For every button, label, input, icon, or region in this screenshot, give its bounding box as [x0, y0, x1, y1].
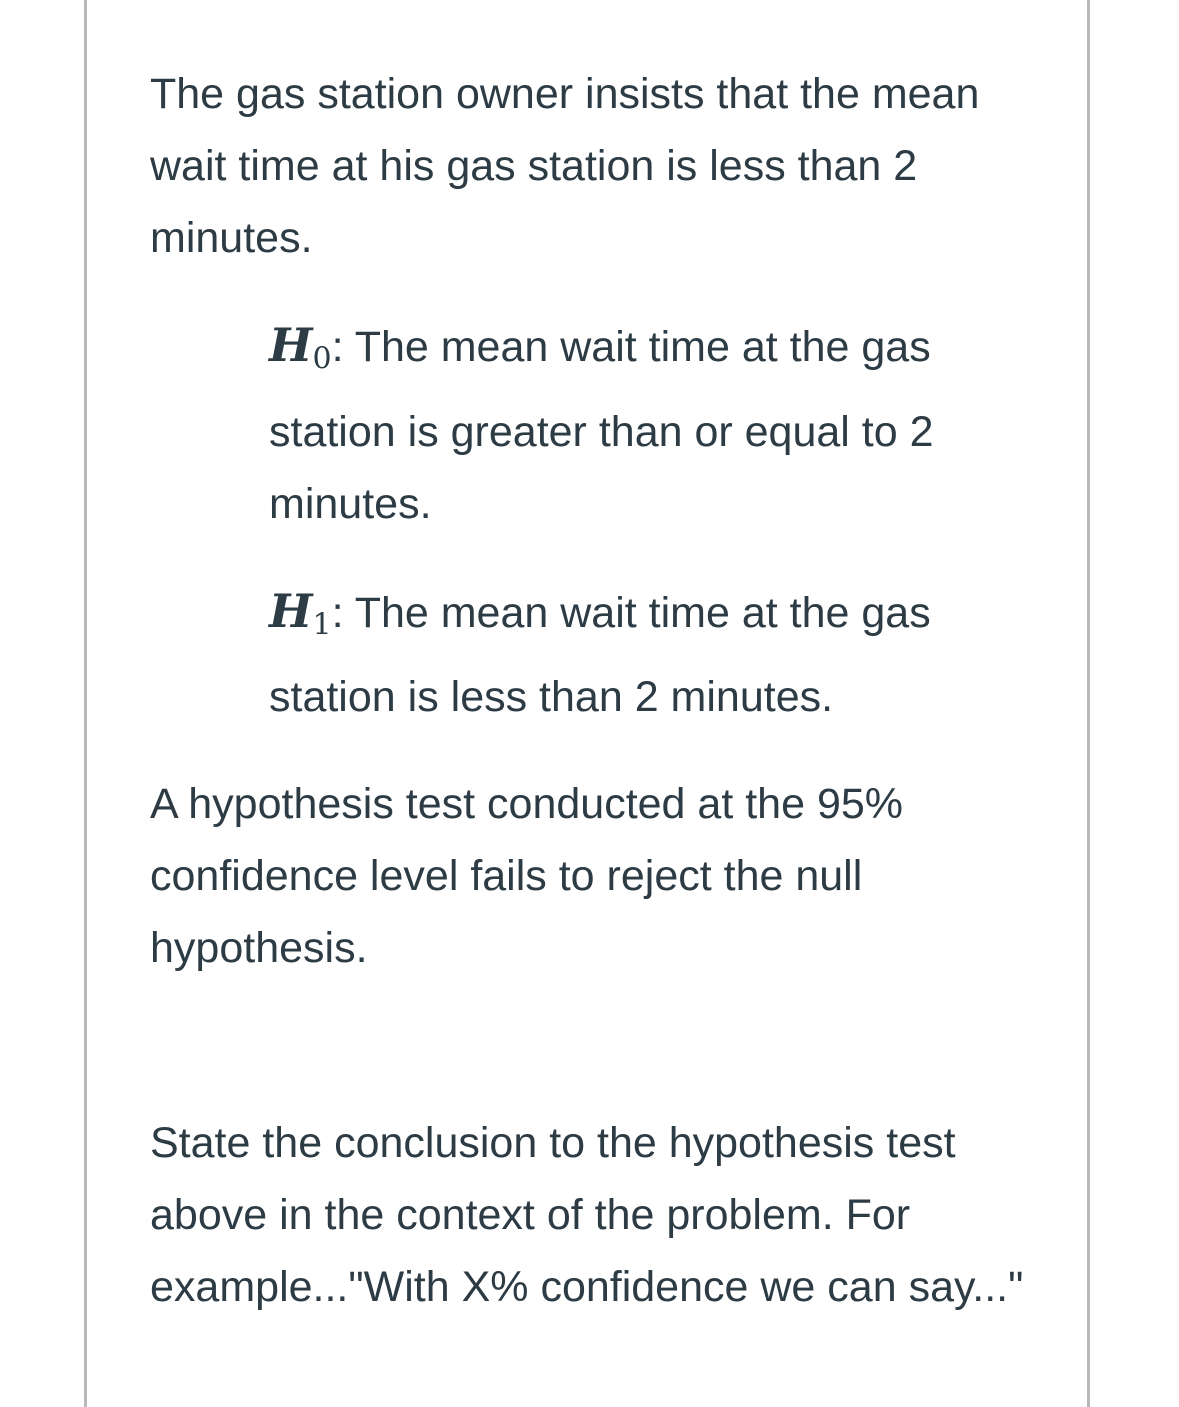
- alternative-hypothesis-symbol: H1: [269, 583, 332, 642]
- null-hypothesis-separator: :: [331, 323, 344, 371]
- null-hypothesis-subscript: 0: [312, 341, 332, 377]
- test-result: A hypothesis test conducted at the 95% confidence level fails to reject the null hypothesis.: [150, 780, 904, 972]
- question-content: [150, 58, 1040, 1323]
- question-prompt: State the conclusion to the hypothesis test above in the context of the problem. For example..."With X% confidence we can say...": [150, 1119, 1024, 1311]
- alternative-hypothesis-subscript: 1: [312, 607, 332, 642]
- alternative-hypothesis-separator: :: [331, 588, 344, 637]
- question-panel: [84, 0, 1090, 1407]
- null-hypothesis: [269, 309, 1040, 540]
- alternative-hypothesis-text: The mean wait time at the gas station is less than 2 minutes.: [269, 588, 931, 721]
- null-hypothesis-text: The mean wait time at the gas station is greater than or equal to 2 minutes.: [269, 323, 934, 528]
- null-hypothesis-symbol: H0: [269, 318, 332, 377]
- alternative-hypothesis: [269, 575, 1040, 734]
- question-intro: The gas station owner insists that the mean wait time at his gas station is less than 2 minutes.: [150, 70, 980, 262]
